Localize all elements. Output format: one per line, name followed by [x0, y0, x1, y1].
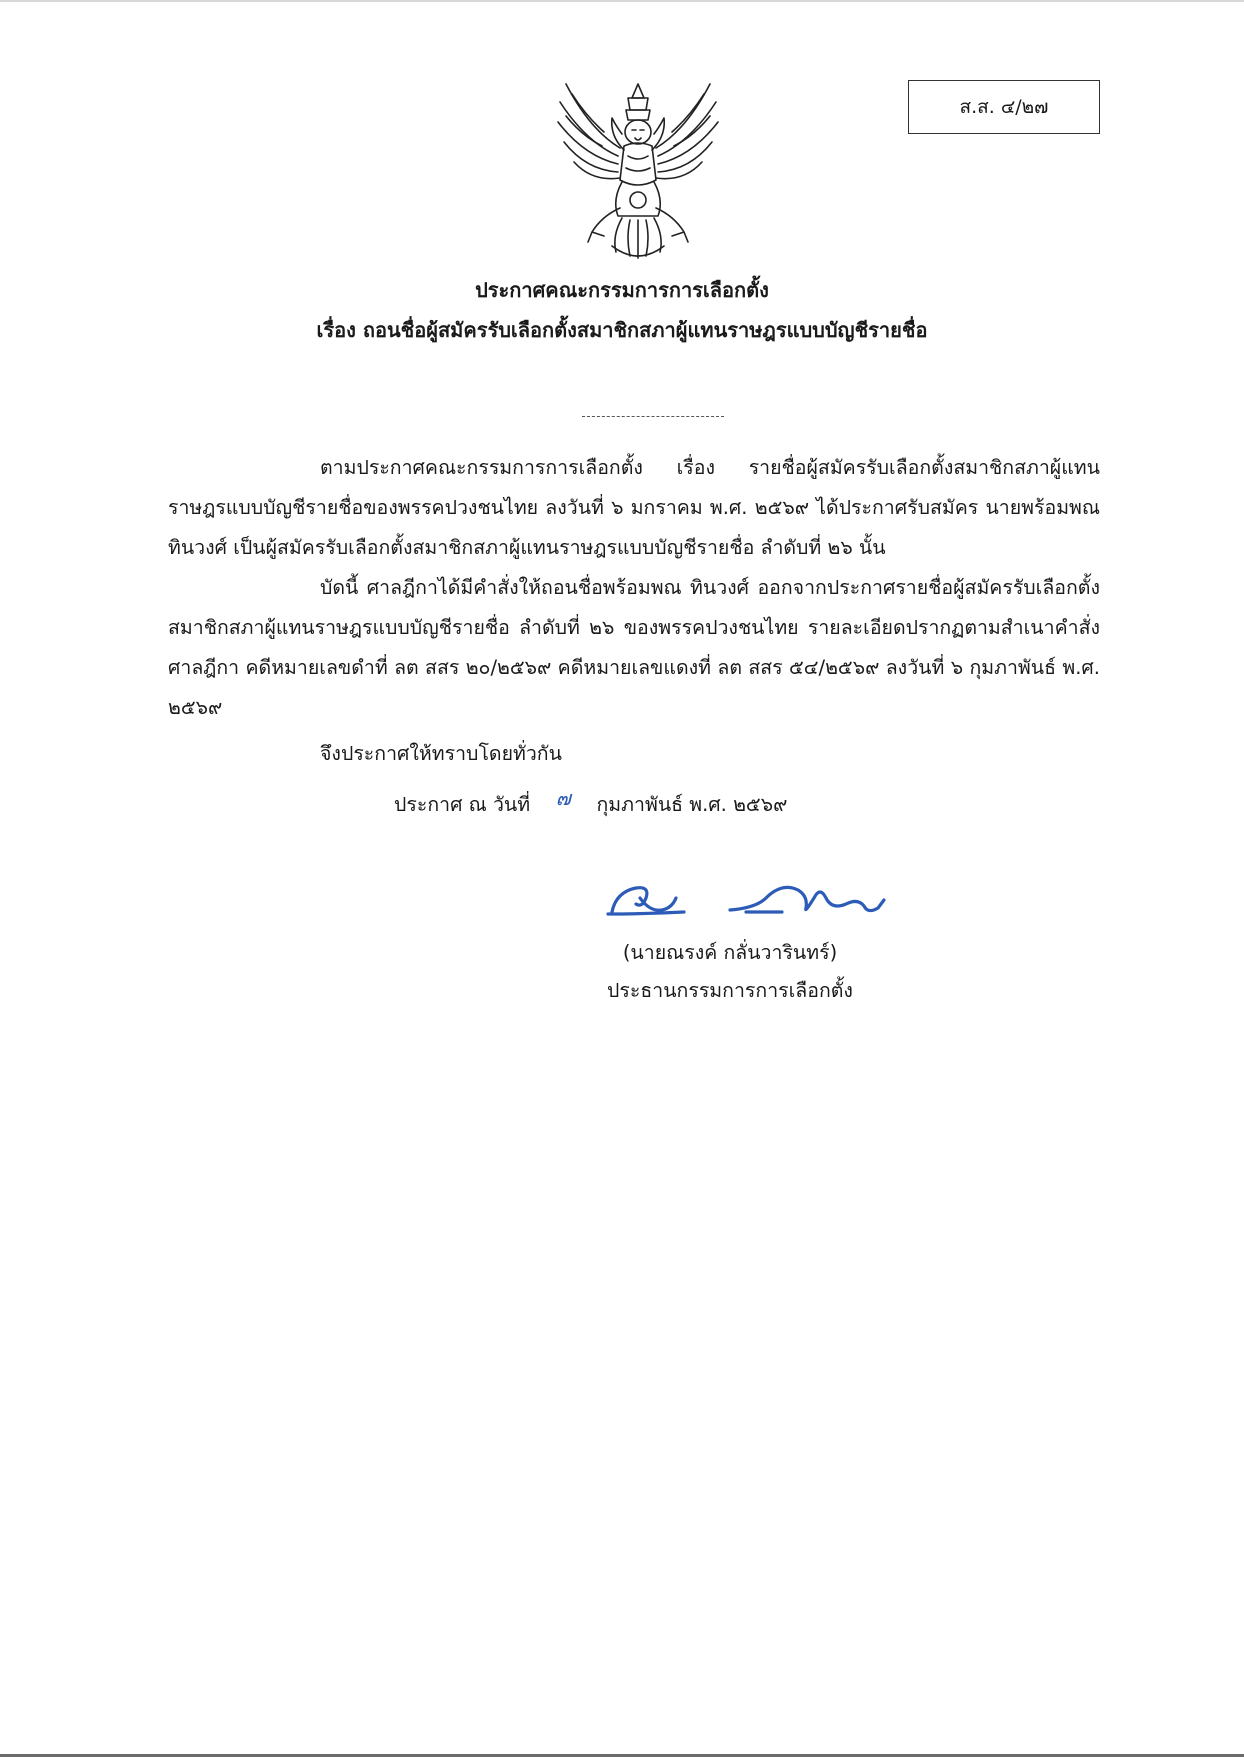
- date-prefix: ประกาศ ณ วันที่: [394, 793, 531, 816]
- signer-name: (นายณรงค์ กลั่นวารินทร์): [622, 941, 838, 964]
- announcement-date: [394, 784, 787, 825]
- announcement-title: ประกาศคณะกรรมการการเลือกตั้ง: [475, 278, 769, 302]
- title-divider: [582, 416, 724, 417]
- garuda-emblem-icon: [552, 76, 724, 262]
- date-day-handwritten: ๗: [555, 786, 571, 810]
- signer-position: ประธานกรรมการการเลือกตั้ง: [607, 979, 853, 1002]
- body-paragraph-1: ตามประกาศคณะกรรมการการเลือกตั้ง เรื่อง รายชื่อผู้สมัครรับเลือกตั้งสมาชิกสภาผู้แทนราษฎรแบบบัญชีรายชื่อของพรรคปวงชนไทย ลงวันที่ ๖ มกราคม พ.ศ. ๒๕๖๙ ได้ประกาศรับสมัคร นายพร้อมพณ ทินวงศ์ เป็นผู้สมัครรับเลือกตั้งสมาชิกสภาผู้แทนราษฎรแบบบัญชีรายชื่อ ลำดับที่ ๒๖ นั้น: [168, 456, 1100, 559]
- handwritten-signature: [606, 868, 936, 918]
- date-suffix: กุมภาพันธ์ พ.ศ. ๒๕๖๙: [596, 793, 788, 816]
- document-code-box: ส.ส. ๔/๒๗: [908, 80, 1100, 134]
- announcement-subject: เรื่อง ถอนชื่อผู้สมัครรับเลือกตั้งสมาชิกสภาผู้แทนราษฎรแบบบัญชีรายชื่อ: [316, 318, 928, 342]
- body-paragraph-2: บัดนี้ ศาลฎีกาได้มีคำสั่งให้ถอนชื่อพร้อมพณ ทินวงศ์ ออกจากประกาศรายชื่อผู้สมัครรับเลือกตั้งสมาชิกสภาผู้แทนราษฎรแบบบัญชีรายชื่อ ลำดับที่ ๒๖ ของพรรคปวงชนไทย รายละเอียดปรากฏตามสำเนาคำสั่งศาลฎีกา คดีหมายเลขดำที่ ลต สสร ๒๐/๒๕๖๙ คดีหมายเลขแดงที่ ลต สสร ๕๔/๒๕๖๙ ลงวันที่ ๖ กุมภาพันธ์ พ.ศ. ๒๕๖๙: [168, 576, 1100, 719]
- closing-line: จึงประกาศให้ทราบโดยทั่วกัน: [320, 742, 562, 765]
